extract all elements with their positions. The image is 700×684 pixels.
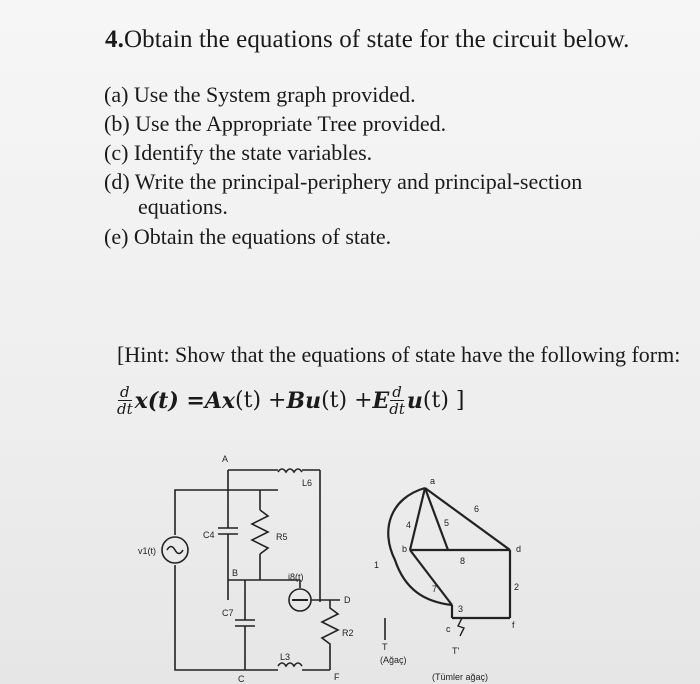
graph-node-d: d bbox=[516, 544, 522, 554]
task-item-b: (b) Use the Appropriate Tree provided. bbox=[104, 111, 447, 136]
cotree-squiggle bbox=[458, 618, 464, 636]
inductor-l3 bbox=[278, 663, 302, 666]
label-c7: C7 bbox=[222, 608, 234, 618]
task-list bbox=[104, 80, 582, 251]
label-v1: v1(t) bbox=[138, 546, 156, 556]
node-label-c: C bbox=[238, 674, 245, 684]
graph-node-b: b bbox=[402, 544, 408, 554]
tree-caption: (Ağaç) bbox=[380, 655, 407, 665]
derivative-operator-2: $\frac{d}{dt}$ bbox=[389, 383, 405, 418]
task-item-d: (d) Write the principal-periphery and principal-section bbox=[104, 169, 583, 194]
task-item-e: (e) Obtain the equations of state. bbox=[104, 224, 392, 249]
circuit-diagram bbox=[162, 469, 340, 670]
sine-icon bbox=[167, 547, 183, 554]
branch-label-3: 3 bbox=[458, 604, 464, 614]
branch-label-8: 8 bbox=[460, 556, 466, 566]
cotree-label: T' bbox=[452, 646, 460, 656]
graph-node-a: a bbox=[430, 476, 436, 486]
node-label-b: B bbox=[232, 568, 239, 578]
resistor-r2 bbox=[322, 600, 338, 658]
graph-branch-7 bbox=[410, 550, 452, 605]
cotree-caption: (Tümler ağaç) bbox=[432, 672, 489, 682]
problem-title: 4.Obtain the equations of state for the circuit below. bbox=[105, 26, 630, 53]
task-item-a: (a) Use the System graph provided. bbox=[104, 82, 416, 107]
graph-node-c: c bbox=[446, 624, 451, 634]
hint-text: [Hint: Show that the equations of state have the following form: bbox=[117, 342, 681, 367]
task-item-c: (c) Identify the state variables. bbox=[104, 140, 373, 165]
label-c4: C4 bbox=[203, 530, 215, 540]
node-label-d: D bbox=[344, 595, 351, 605]
state-equation: $\frac{d}{dt}$ x(t) = Ax (t) + Bu (t) + E $\frac{d}{dt}$ u (t) ] bbox=[117, 383, 465, 418]
circuit-figure bbox=[0, 440, 700, 684]
graph-node-f: f bbox=[512, 620, 515, 630]
node-label-a: A bbox=[222, 454, 229, 464]
graph-branch-4 bbox=[410, 488, 425, 550]
label-l3: L3 bbox=[280, 652, 291, 662]
label-i8: i8(t) bbox=[288, 572, 304, 582]
graph-branch-6 bbox=[425, 488, 510, 550]
derivative-operator: $\frac{d}{dt}$ bbox=[117, 383, 133, 418]
branch-label-4: 4 bbox=[406, 520, 412, 530]
label-r2: R2 bbox=[342, 628, 354, 638]
branch-label-6: 6 bbox=[474, 504, 480, 514]
resistor-r5 bbox=[252, 510, 268, 554]
branch-label-5: 5 bbox=[444, 518, 450, 528]
branch-label-1: 1 bbox=[374, 560, 380, 570]
branch-label-7: 7 bbox=[432, 584, 438, 594]
label-l6: L6 bbox=[302, 478, 313, 488]
inductor-l6 bbox=[278, 469, 302, 472]
branch-label-2: 2 bbox=[514, 582, 520, 592]
task-item-d-continued: equations. bbox=[138, 194, 228, 219]
system-graph bbox=[385, 488, 510, 640]
tree-label: T bbox=[382, 642, 388, 652]
node-label-f: F bbox=[334, 672, 340, 682]
label-r5: R5 bbox=[276, 532, 288, 542]
